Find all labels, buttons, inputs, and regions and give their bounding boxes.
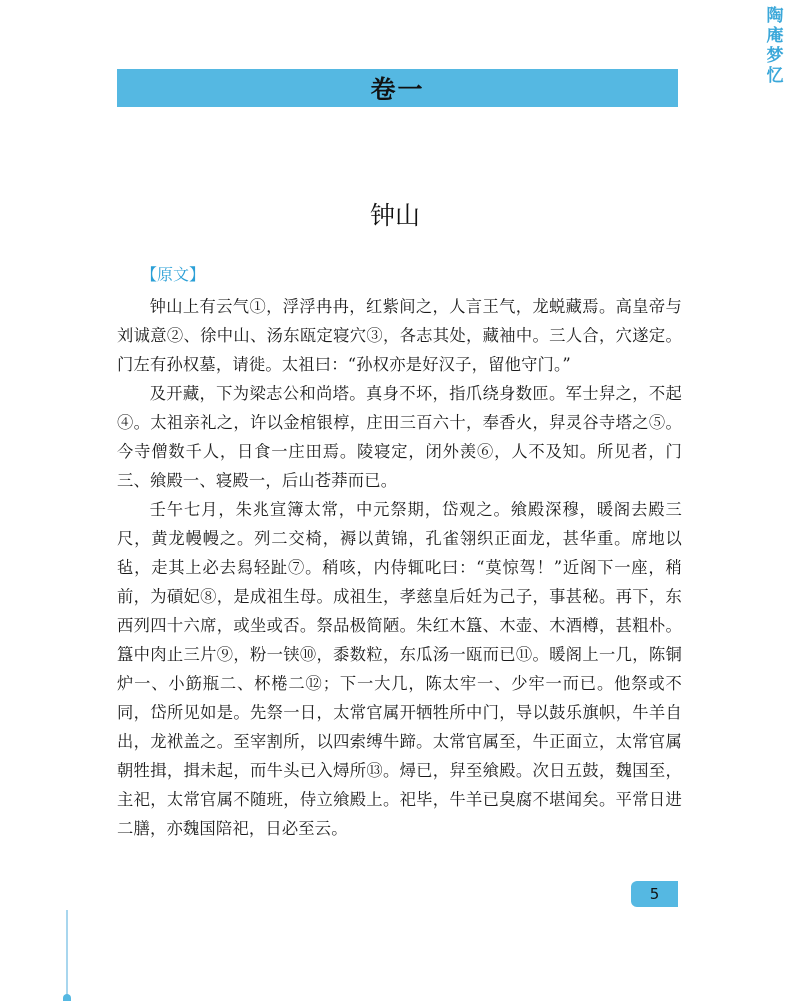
text-body	[117, 292, 682, 843]
book-title-char: 忆	[766, 66, 784, 86]
paragraph: 壬午七月，朱兆宣簿太常，中元祭期，岱观之。飨殿深穆，暖阁去殿三尺，黄龙幔幔之。列二交椅，褥以黄锦，孔雀翎织正面龙，甚华重。席地以毡，走其上必去舄轻趾⑦。稍咳，内侍辄叱曰：“莫惊驾！”近阁下一座，稍前，为碽妃⑧，是成祖生母。成祖生，孝慈皇后妊为己子，事甚秘。再下，东西列四十六席，或坐或否。祭品极简陋。朱红木簋、木壶、木酒樽，甚粗朴。簋中肉止三片⑨，粉一铗⑩，黍数粒，东瓜汤一瓯而已⑪。暖阁上一几，陈铜炉一、小筯瓶二、杯棬二⑫；下一大几，陈太牢一、少牢一而已。他祭或不同，岱所见如是。先祭一日，太常官属开牺牲所中门，导以鼓乐旗帜，牛羊自出，龙袱盖之。至宰割所，以四索缚牛蹄。太常官属至，牛正面立，太常官属朝牲揖，揖未起，而牛头已入燖所⑬。燖已，舁至飨殿。次日五鼓，魏国至，主祀，太常官属不随班，侍立飨殿上。祀毕，牛羊已臭腐不堪闻矣。平常日进二膳，亦魏国陪祀，日必至云。	[117, 500, 682, 838]
margin-line	[66, 910, 68, 1001]
volume-banner	[117, 69, 678, 107]
page-number: 5	[631, 881, 678, 907]
section-label: 【原文】	[141, 265, 206, 284]
volume-title: 卷一	[370, 75, 425, 104]
paragraph: 及开藏，下为梁志公和尚塔。真身不坏，指爪绕身数匝。军士舁之，不起④。太祖亲礼之，许以金棺银椁，庄田三百六十，奉香火，舁灵谷寺塔之⑤。今寺僧数千人，日食一庄田焉。陵寝定，闭外羡⑥，人不及知。所见者，门三、飨殿一、寝殿一，后山苍莽而已。	[117, 384, 682, 490]
chapter-title: 钟山	[369, 201, 420, 230]
book-title-char: 陶	[766, 6, 784, 26]
book-title-char: 梦	[766, 46, 784, 66]
paragraph: 钟山上有云气①，浮浮冉冉，红紫间之，人言王气，龙蜕藏焉。高皇帝与刘诚意②、徐中山、汤东瓯定寝穴③，各志其处，藏袖中。三人合，穴遂定。门左有孙权墓，请徙。太祖曰：“孙权亦是好汉子，留他守门。”	[117, 297, 682, 374]
book-title-vertical	[760, 0, 790, 90]
margin-dot	[63, 994, 71, 1001]
book-title-char: 庵	[766, 26, 784, 46]
